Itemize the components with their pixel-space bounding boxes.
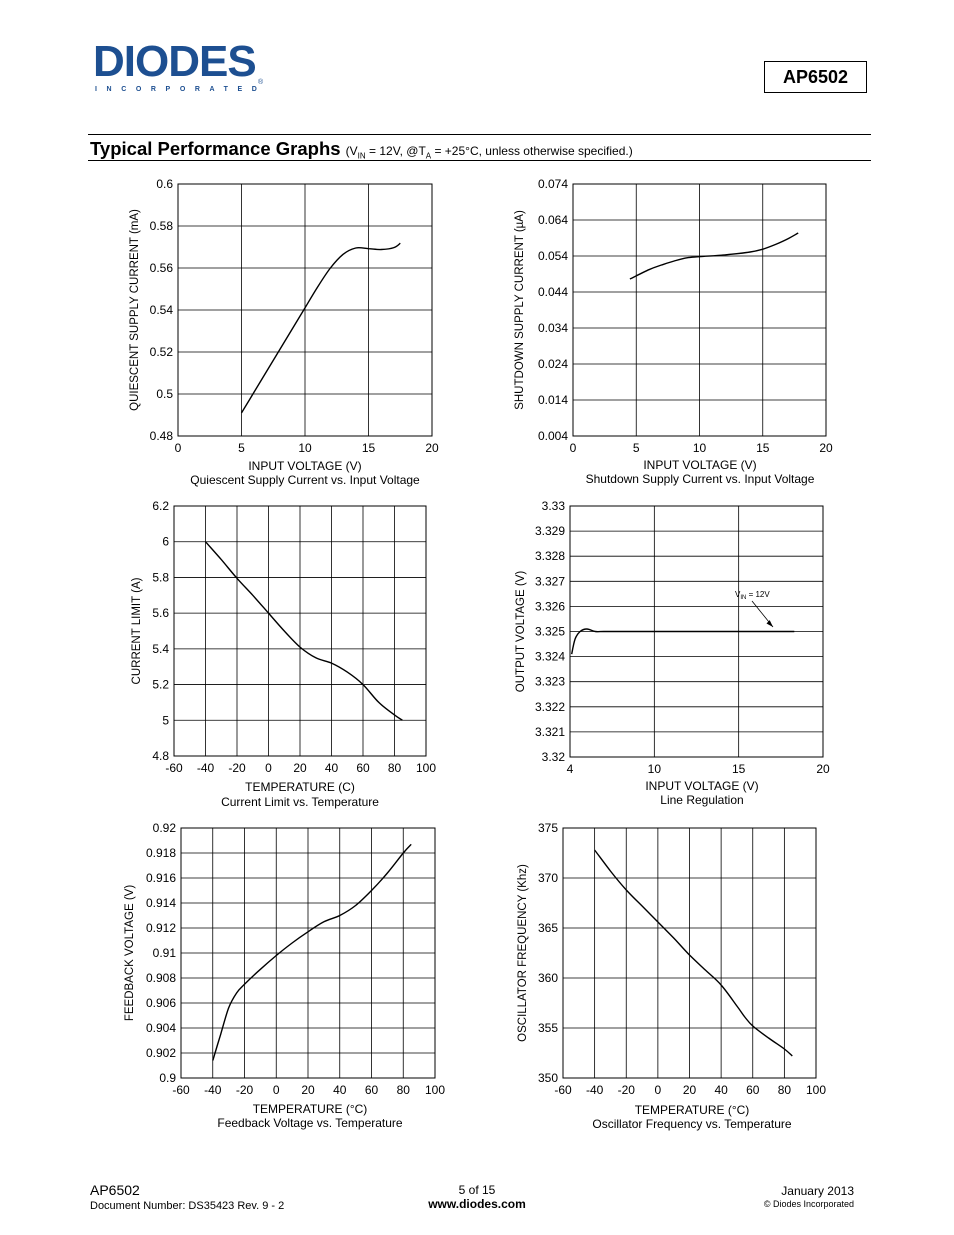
y-tick-label: 3.323 [534, 674, 565, 689]
y-tick-label: 0.906 [145, 996, 176, 1010]
x-tick-label: -40 [204, 1083, 222, 1097]
x-tick-label: 20 [682, 1083, 697, 1097]
x-axis-label: INPUT VOLTAGE (V) [248, 459, 362, 473]
y-tick-label: 370 [537, 871, 558, 885]
series-line [242, 243, 401, 413]
x-tick-label: -40 [196, 761, 215, 775]
x-tick-label: 15 [756, 441, 770, 455]
cond-sub-a: A [425, 151, 432, 161]
y-axis-label: SHUTDOWN SUPPLY CURRENT (µA) [514, 210, 526, 410]
x-tick-label: 40 [324, 761, 339, 775]
x-tick-label: 10 [692, 441, 707, 455]
chart-c2 [514, 177, 833, 486]
y-tick-label: 0.912 [145, 921, 176, 935]
x-tick-label: 100 [415, 761, 437, 775]
y-tick-label: 0.54 [149, 303, 173, 317]
y-tick-label: 0.916 [145, 871, 176, 885]
y-tick-label: 375 [537, 821, 558, 835]
x-tick-label: 100 [805, 1083, 827, 1097]
y-tick-label: 0.52 [149, 345, 173, 359]
y-tick-label: 3.328 [534, 549, 565, 564]
footer-copyright: © Diodes Incorporated [763, 1199, 854, 1209]
x-axis-label: TEMPERATURE (C) [245, 780, 355, 794]
y-tick-label: 0.908 [145, 971, 176, 985]
x-tick-label: -40 [585, 1083, 604, 1097]
x-tick-label: 80 [396, 1083, 410, 1097]
x-tick-label: 15 [361, 441, 376, 455]
y-tick-label: 3.327 [534, 574, 565, 589]
x-tick-label: 20 [425, 441, 439, 455]
x-axis-label: TEMPERATURE (°C) [252, 1102, 368, 1116]
annotation-arrow-head [767, 620, 774, 627]
chart-c6 [517, 821, 826, 1131]
company-logo: DIODES [93, 37, 256, 86]
y-tick-label: 5 [162, 713, 169, 728]
y-tick-label: 0.074 [537, 177, 568, 191]
x-axis-label: INPUT VOLTAGE (V) [645, 779, 759, 793]
y-tick-label: 0.56 [149, 261, 173, 275]
y-tick-label: 0.48 [149, 429, 173, 443]
x-tick-label: 5 [238, 441, 245, 455]
x-tick-label: 0 [272, 1083, 280, 1097]
y-tick-label: 0.904 [145, 1021, 176, 1035]
chart-title: Feedback Voltage vs. Temperature [217, 1116, 403, 1130]
x-tick-label: 10 [298, 441, 312, 455]
y-axis-label: QUIESCENT SUPPLY CURRENT (mA) [129, 209, 141, 411]
x-tick-label: 4 [566, 762, 574, 776]
y-tick-label: 0.902 [145, 1046, 176, 1060]
x-axis-label: TEMPERATURE (°C) [634, 1103, 750, 1117]
footer-document-number: Document Number: DS35423 Rev. 9 - 2 [90, 1200, 285, 1212]
y-tick-label: 355 [537, 1021, 558, 1035]
cond-sub-in: IN [357, 151, 366, 161]
x-tick-label: 80 [387, 761, 402, 775]
y-tick-label: 5.4 [152, 641, 169, 656]
x-tick-label: 40 [333, 1083, 347, 1097]
x-tick-label: 60 [364, 1083, 379, 1097]
chart-c5 [124, 821, 445, 1130]
company-logo-subtext: INCORPORATED [95, 86, 267, 93]
y-tick-label: 5.8 [152, 570, 169, 585]
x-tick-label: 20 [819, 441, 833, 455]
chart-title: Oscillator Frequency vs. Temperature [592, 1117, 792, 1131]
x-tick-label: -20 [617, 1083, 635, 1097]
y-axis-label: OUTPUT VOLTAGE (V) [515, 570, 527, 693]
y-tick-label: 0.5 [156, 387, 173, 401]
y-tick-label: 365 [537, 921, 558, 935]
x-tick-label: -60 [165, 761, 183, 775]
registered-mark: ® [258, 79, 264, 86]
x-tick-label: 80 [777, 1083, 792, 1097]
chart-title: Current Limit vs. Temperature [221, 795, 379, 809]
vin-annotation-suffix: = 12V [746, 590, 770, 599]
series-line [572, 629, 795, 654]
footer-website-link[interactable]: www.diodes.com [428, 1197, 526, 1211]
x-tick-label: 20 [293, 761, 307, 775]
y-tick-label: 3.321 [534, 724, 565, 739]
x-tick-label: -20 [228, 761, 246, 775]
x-tick-label: 0 [174, 441, 182, 455]
y-axis-label: FEEDBACK VOLTAGE (V) [124, 884, 136, 1022]
y-tick-label: 0.004 [537, 429, 568, 443]
y-tick-label: 0.044 [537, 285, 568, 299]
y-tick-label: 0.92 [152, 821, 176, 835]
x-tick-label: 5 [632, 441, 640, 455]
x-tick-label: 100 [424, 1083, 446, 1097]
y-tick-label: 5.6 [152, 606, 169, 621]
chart-c4 [515, 499, 830, 807]
y-tick-label: 0.918 [145, 846, 176, 860]
section-title-text: Typical Performance Graphs [90, 138, 341, 159]
y-tick-label: 3.326 [534, 599, 565, 614]
chart-title: Shutdown Supply Current vs. Input Voltage [585, 472, 815, 486]
vin-annotation-sub: IN [740, 595, 747, 601]
part-number-box: AP6502 [764, 61, 867, 93]
y-tick-label: 3.324 [534, 649, 565, 664]
y-tick-label: 5.2 [152, 677, 169, 692]
y-tick-label: 4.8 [152, 749, 169, 763]
y-tick-label: 0.914 [145, 896, 176, 910]
y-axis-label: OSCILLATOR FREQUENCY (Khz) [517, 864, 529, 1042]
x-tick-label: -20 [235, 1083, 254, 1097]
y-tick-label: 0.91 [152, 946, 176, 960]
y-tick-label: 360 [537, 971, 558, 985]
y-tick-label: 0.58 [149, 219, 173, 233]
x-tick-label: 10 [647, 762, 662, 776]
footer-page-number: 5 of 15 [458, 1183, 496, 1197]
y-tick-label: 3.325 [534, 624, 565, 639]
cond-suffix: = +25°C, unless otherwise specified.) [431, 144, 633, 158]
y-tick-label: 3.32 [541, 750, 565, 764]
x-tick-label: 60 [746, 1083, 760, 1097]
x-tick-label: 20 [301, 1083, 315, 1097]
y-tick-label: 0.064 [537, 213, 568, 227]
x-tick-label: 0 [654, 1083, 662, 1097]
series-line [595, 850, 793, 1056]
y-tick-label: 3.322 [534, 699, 565, 714]
y-tick-label: 3.329 [534, 524, 565, 539]
x-tick-label: -60 [172, 1083, 190, 1097]
x-tick-label: -60 [554, 1083, 572, 1097]
y-tick-label: 0.034 [537, 321, 568, 335]
y-tick-label: 0.024 [537, 357, 568, 371]
chart-title: Quiescent Supply Current vs. Input Voltage [190, 473, 420, 487]
y-tick-label: 0.6 [156, 177, 173, 191]
x-tick-label: 0 [569, 441, 577, 455]
x-tick-label: 20 [816, 762, 830, 776]
x-tick-label: 0 [265, 761, 272, 775]
y-tick-label: 6 [162, 534, 169, 549]
cond-mid: = 12V, @T [365, 144, 426, 158]
x-tick-label: 15 [731, 762, 746, 776]
chart-c3 [131, 499, 436, 809]
y-tick-label: 6.2 [152, 499, 169, 513]
footer-part-number: AP6502 [90, 1182, 140, 1198]
y-tick-label: 0.054 [537, 249, 568, 263]
y-tick-label: 0.014 [537, 393, 568, 407]
vin-annotation-prefix: V [735, 590, 741, 599]
series-line [206, 542, 403, 721]
y-axis-label: CURRENT LIMIT (A) [131, 577, 143, 685]
x-tick-label: 40 [714, 1083, 728, 1097]
x-tick-label: 60 [356, 761, 370, 775]
chart-c1 [129, 177, 439, 487]
y-tick-label: 0.9 [159, 1071, 176, 1085]
x-axis-label: INPUT VOLTAGE (V) [643, 458, 757, 472]
y-tick-label: 3.33 [541, 499, 565, 513]
y-tick-label: 350 [537, 1071, 558, 1085]
chart-title: Line Regulation [660, 793, 744, 807]
vin-annotation [735, 590, 770, 601]
cond-prefix: (V [345, 144, 358, 158]
footer-date: January 2013 [781, 1184, 854, 1198]
